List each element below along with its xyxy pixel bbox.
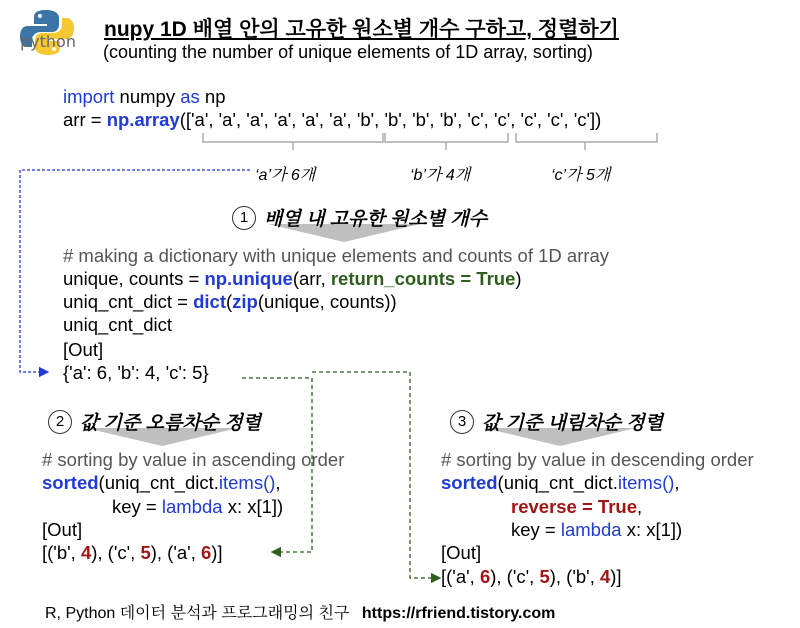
code-text: key = [112, 496, 162, 517]
arrow-result-to-descending [312, 372, 440, 578]
count-value: 5 [539, 566, 550, 587]
lambda-keyword: lambda [560, 519, 622, 540]
step2-line1 [42, 471, 281, 494]
code-text: ), ('c', [490, 566, 540, 587]
step3-label: 값 기준 내림차순 정렬 [482, 413, 664, 434]
step3-out-label: [Out] [441, 542, 482, 563]
step1-line1 [63, 267, 522, 290]
count-value: 6 [479, 566, 491, 587]
step1-line2 [63, 290, 397, 313]
zip-func: zip [232, 291, 258, 312]
code-text: ), ('b', [549, 566, 600, 587]
count-value: 4 [80, 542, 92, 563]
code-text: (uniq_cnt_dict. [98, 472, 219, 493]
step2-number: 2 [48, 410, 72, 434]
import-alias: np [199, 86, 226, 107]
code-text: x: x[1]) [621, 519, 683, 540]
dict-func: dict [193, 291, 226, 312]
code-text: ) [515, 268, 522, 289]
step2-result [42, 541, 223, 564]
reverse-param: reverse = True [511, 496, 637, 517]
step1-label: 배열 내 고유한 원소별 개수 [264, 209, 488, 230]
return-counts-param: return_counts = True [330, 268, 516, 289]
logo-text: python [20, 32, 76, 51]
code-text: (uniq_cnt_dict. [497, 472, 618, 493]
footer-text: R, Python 데이터 분석과 프로그래밍의 친구 [45, 605, 350, 622]
arr-args: (['a', 'a', 'a', 'a', 'a', 'a', 'b', 'b', 'b', 'b', 'c', 'c', 'c', 'c', 'c']) [179, 109, 602, 130]
step2-comment: # sorting by value in ascending order [42, 449, 345, 470]
import-keyword: import [63, 86, 115, 107]
step3-header [450, 408, 663, 435]
lambda-keyword: lambda [161, 496, 223, 517]
step3-line3 [511, 518, 682, 541]
code-text: )] [211, 542, 223, 563]
step2-out-label: [Out] [42, 519, 83, 540]
code-text: ), ('a', [150, 542, 201, 563]
sorted-func: sorted [441, 472, 498, 493]
np-array-func: np.array [106, 109, 180, 130]
code-text: (unique, counts)) [257, 291, 397, 312]
np-unique-func: np.unique [204, 268, 293, 289]
count-value: 5 [140, 542, 151, 563]
step1-number: 1 [232, 206, 256, 230]
items-method: items() [218, 472, 276, 493]
brace-label-c: ‘c’가 5개 [551, 167, 611, 184]
code-text: uniq_cnt_dict = [63, 291, 194, 312]
as-keyword: as [180, 86, 200, 107]
step1-line3: uniq_cnt_dict [63, 314, 173, 335]
code-text: )] [610, 566, 622, 587]
code-text: , [674, 472, 680, 493]
step2-line2 [112, 495, 283, 518]
count-value: 4 [599, 566, 611, 587]
code-text: [('a', [441, 566, 480, 587]
code-text: ), ('c', [91, 542, 141, 563]
code-text: , [637, 496, 643, 517]
step2-label: 값 기준 오름차순 정렬 [80, 413, 262, 434]
step3-line1 [441, 471, 680, 494]
brace-label-a: ‘a’가 6개 [255, 167, 316, 184]
step1-header [232, 204, 487, 231]
code-text: ( [226, 291, 233, 312]
page-title: nupy 1D 배열 안의 고유한 원소별 개수 구하고, 정렬하기 [104, 18, 619, 41]
count-value: 6 [200, 542, 212, 563]
step3-comment: # sorting by value in descending order [441, 449, 754, 470]
step3-number: 3 [450, 410, 474, 434]
code-text: unique, counts = [63, 268, 205, 289]
sorted-func: sorted [42, 472, 99, 493]
import-module: numpy [114, 86, 181, 107]
step1-out-label: [Out] [63, 339, 104, 360]
code-text: , [275, 472, 281, 493]
footer [45, 600, 555, 623]
step1-result: {'a': 6, 'b': 4, 'c': 5} [63, 362, 209, 383]
step3-result [441, 565, 622, 588]
code-text: (arr, [292, 268, 331, 289]
brace-label-b: ‘b’가 4개 [410, 167, 471, 184]
footer-url[interactable]: https://rfriend.tistory.com [361, 605, 556, 622]
page-subtitle: (counting the number of unique elements of 1D array, sorting) [103, 42, 593, 62]
step2-header [48, 408, 261, 435]
code-text: x: x[1]) [222, 496, 284, 517]
arr-assign: arr = [63, 109, 107, 130]
code-text: key = [511, 519, 561, 540]
code-text: [('b', [42, 542, 81, 563]
step3-line2 [511, 495, 642, 518]
step1-comment: # making a dictionary with unique elements and counts of 1D array [63, 245, 610, 266]
items-method: items() [617, 472, 675, 493]
